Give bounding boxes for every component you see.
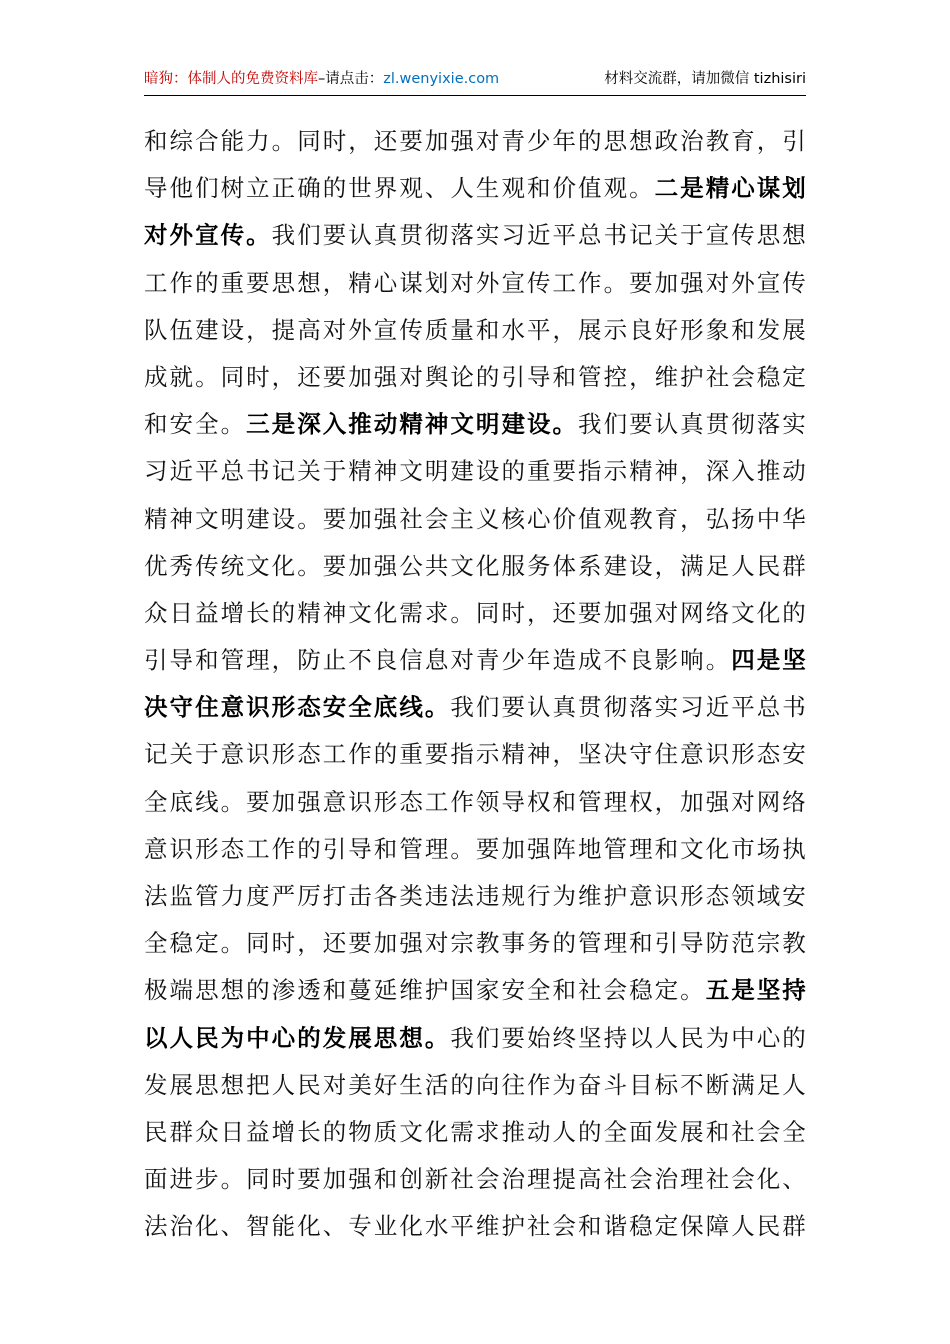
text-line: 和 综 合 能 力 。 同 时 ， 还 要 加 强 对 青 少 年 的 思 想 政 治 教 育 ， 引 (144, 127, 806, 155)
text-line: 极 端 思 想 的 渗 透 和 蔓 延 维 护 国 家 安 全 和 社 会 稳 定 。 五 是 坚 持 (144, 976, 806, 1005)
text-line: 记 关 于 意 识 形 态 工 作 的 重 要 指 示 精 神 ， 坚 决 守 住 意 识 形 态 安 (144, 740, 806, 769)
header-brand: 暗狗：体制人的免费资料库 (144, 71, 318, 87)
header-contact: 材料交流群，请加微信 tizhisiri (604, 71, 806, 87)
text-line: 习 近 平 总 书 记 关 于 精 神 文 明 建 设 的 重 要 指 示 精 神 ， 深 入 推 动 (144, 457, 806, 486)
text-line: 全 底 线 。 要 加 强 意 识 形 态 工 作 领 导 权 和 管 理 权 ， 加 强 对 网 络 (144, 787, 806, 816)
page-header (144, 62, 806, 96)
text-line: 面 进 步 。 同 时 要 加 强 和 创 新 社 会 治 理 提 高 社 会 治 理 社 会 化 、 (144, 1165, 806, 1194)
text-line: 法 治 化 、 智 能 化 、 专 业 化 水 平 维 护 社 会 和 谐 稳 定 保 障 人 民 群 (144, 1212, 806, 1241)
text-line: 以 人 民 为 中 心 的 发 展 思 想 。 我 们 要 始 终 坚 持 以 人 民 为 中 心 的 (144, 1023, 806, 1052)
text-line: 精 神 文 明 建 设 。 要 加 强 社 会 主 义 核 心 价 值 观 教 育 ， 弘 扬 中 华 (144, 504, 806, 533)
text-line: 成 就 。 同 时 ， 还 要 加 强 对 舆 论 的 引 导 和 管 控 ， 维 护 社 会 稳 定 (144, 362, 806, 391)
text-line: 和 安 全 。 三 是 深 入 推 动 精 神 文 明 建 设 。 我 们 要 认 真 贯 彻 落 实 (144, 410, 806, 439)
text-line: 优 秀 传 统 文 化 。 要 加 强 公 共 文 化 服 务 体 系 建 设 ， 满 足 人 民 群 (144, 551, 806, 580)
text-line: 众 日 益 增 长 的 精 神 文 化 需 求 。 同 时 ， 还 要 加 强 对 网 络 文 化 的 (144, 598, 806, 627)
body-text (144, 118, 806, 1251)
text-line: 法 监 管 力 度 严 厉 打 击 各 类 违 法 违 规 行 为 维 护 意 识 形 态 领 域 安 (144, 882, 806, 910)
text-line: 发 展 思 想 把 人 民 对 美 好 生 活 的 向 往 作 为 奋 斗 目 标 不 断 满 足 人 (144, 1070, 806, 1099)
header-prompt: –请点击： (318, 71, 384, 87)
text-line: 导 他 们 树 立 正 确 的 世 界 观 、 人 生 观 和 价 值 观 。 二 是 精 心 谋 划 (144, 174, 806, 203)
text-line: 全 稳 定 。 同 时 ， 还 要 加 强 对 宗 教 事 务 的 管 理 和 引 导 防 范 宗 教 (144, 929, 806, 958)
text-line: 意 识 形 态 工 作 的 引 导 和 管 理 。 要 加 强 阵 地 管 理 和 文 化 市 场 执 (144, 834, 806, 863)
text-line: 队 伍 建 设 ， 提 高 对 外 宣 传 质 量 和 水 平 ， 展 示 良 好 形 象 和 发 展 (144, 315, 806, 344)
text-line: 对 外 宣 传 。 我 们 要 认 真 贯 彻 落 实 习 近 平 总 书 记 关 于 宣 传 思 想 (144, 221, 806, 250)
text-line: 引 导 和 管 理 ， 防 止 不 良 信 息 对 青 少 年 造 成 不 良 影 响 。 四 是 坚 (144, 646, 806, 675)
text-line: 决 守 住 意 识 形 态 安 全 底 线 。 我 们 要 认 真 贯 彻 落 实 习 近 平 总 书 (144, 693, 806, 722)
header-url-link[interactable]: zl.wenyixie.com (383, 71, 500, 87)
text-line: 工 作 的 重 要 思 想 ， 精 心 谋 划 对 外 宣 传 工 作 。 要 加 强 对 外 宣 传 (144, 268, 806, 297)
text-line: 民 群 众 日 益 增 长 的 物 质 文 化 需 求 推 动 人 的 全 面 发 展 和 社 会 全 (144, 1117, 806, 1146)
